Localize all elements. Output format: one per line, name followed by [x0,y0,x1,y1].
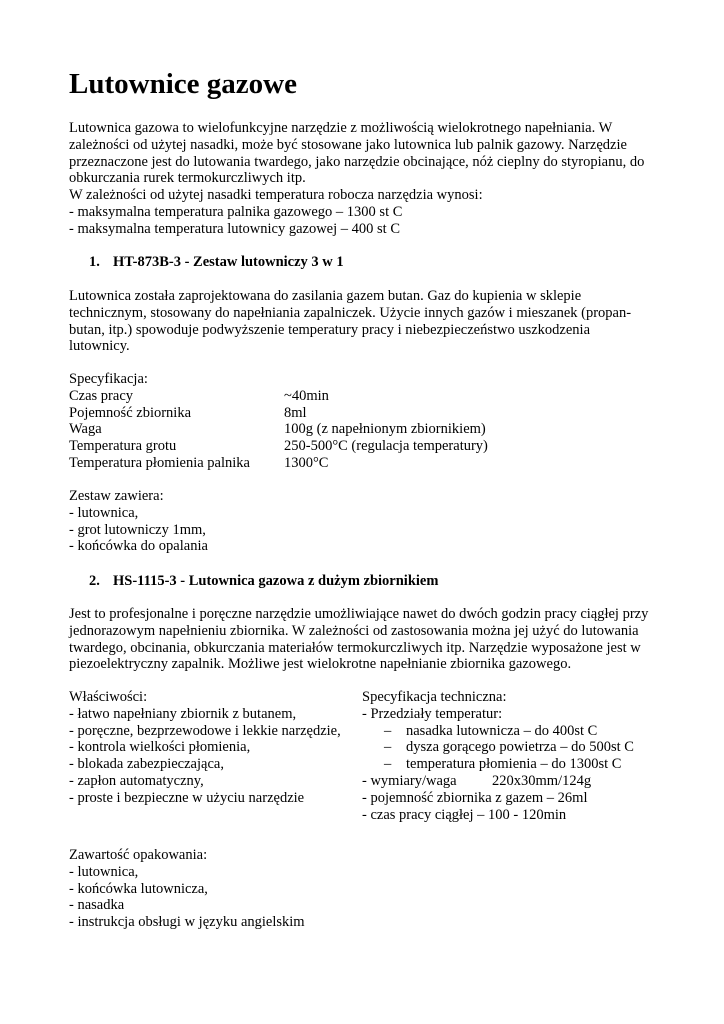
page-title: Lutownice gazowe [69,68,297,100]
desc-line: jednorazowym napełnieniu zbiornika. W zależności od zastosowania można jej użyć do lutowania [69,622,639,639]
intro-line: przeznaczone jest do lutowania twardego, jako narzędzie obcinające, nóż cieplny do styropianu, do [69,153,645,170]
dimensions-key: - wymiary/waga [362,772,457,789]
desc-line: technicznym, stosowany do napełniania zapalniczek. Użycie innych gazów i mieszanek (propan- [69,304,632,321]
spec-key: Waga [69,421,102,438]
desc-line: lutownicy. [69,338,130,355]
pkg-item: - nasadka [69,897,125,914]
package-contents [69,847,659,931]
prop-item: - zapłon automatyczny, [69,772,204,789]
spec-row [69,405,659,422]
desc-line: piezoelektryczny zapalnik. Możliwe jest wielokrotne napełnianie zbiornika gazowego. [69,656,572,673]
section-1-set [69,488,659,555]
props-title: Właściwości: [69,689,148,705]
spec-key: Czas pracy [69,387,134,404]
spec-value: 100g (z napełnionym zbiornikiem) [284,421,486,438]
prop-item: - poręczne, bezprzewodowe i lekkie narzędzie, [69,722,341,739]
intro-line: - maksymalna temperatura palnika gazowego – 1300 st C [69,203,403,220]
range-text: dysza gorącego powietrza – do 500st C [406,739,634,756]
desc-line: Lutownica została zaprojektowana do zasilania gazem butan. Gaz do kupienia w sklepie [69,288,582,304]
tech-spec-column [362,689,662,823]
pkg-item: - końcówka lutownicza, [69,880,208,897]
spec-row [69,388,659,405]
intro-line: obkurczania rurek termokurczliwych itp. [69,170,306,187]
capacity-line: - pojemność zbiornika z gazem – 26ml [362,789,588,806]
prop-item: - proste i bezpieczne w użyciu narzędzie [69,789,305,806]
set-item: - grot lutowniczy 1mm, [69,521,206,538]
pkg-item: - instrukcja obsługi w języku angielskim [69,914,305,931]
worktime-line: - czas pracy ciągłej – 100 - 120min [362,806,567,823]
dimensions-row [362,773,662,790]
dash-bullet: – [384,756,392,773]
intro-paragraph [69,120,659,238]
prop-item: - łatwo napełniany zbiornik z butanem, [69,705,297,722]
spec-key: Temperatura grotu [69,438,177,455]
range-item [362,756,662,773]
tech-title: Specyfikacja techniczna: [362,689,507,705]
dash-bullet: – [384,722,392,739]
spec-value: ~40min [284,387,329,404]
set-item: - lutownica, [69,504,139,521]
range-text: temperatura płomienia – do 1300st C [406,756,622,773]
prop-item: - blokada zabezpieczająca, [69,756,224,773]
section-number: 1. [89,254,100,270]
spec-row [69,455,659,472]
properties-column [69,689,369,807]
spec-key: Temperatura płomienia palnika [69,454,250,471]
section-2-heading [89,573,438,590]
dash-bullet: – [384,739,392,756]
desc-line: Jest to profesjonalne i poręczne narzędzie umożliwiające nawet do dwóch godzin pracy ciągłej przy [69,606,649,622]
spec-value: 1300°C [284,454,329,471]
set-item: - końcówka do opalania [69,538,208,555]
spec-row [69,421,659,438]
prop-item: - kontrola wielkości płomienia, [69,739,251,756]
set-title: Zestaw zawiera: [69,488,164,504]
intro-line: W zależności od użytej nasadki temperatura robocza narzędzia wynosi: [69,187,483,204]
spec-row [69,438,659,455]
section-title: HS-1115-3 - Lutownica gazowa z dużym zbiornikiem [113,573,439,589]
section-1-heading [89,254,344,271]
ranges-title: - Przedziały temperatur: [362,705,503,722]
intro-line: - maksymalna temperatura lutownicy gazowej – 400 st C [69,220,400,237]
range-item [362,723,662,740]
range-text: nasadka lutownicza – do 400st C [406,722,598,739]
intro-line: zależności od użytej nasadki, może być stosowane jako lutownica lub palnik gazowy. Narzędzie [69,136,627,153]
spec-key: Pojemność zbiornika [69,404,192,421]
spec-title: Specyfikacja: [69,371,148,387]
dimensions-value: 220x30mm/124g [492,772,592,789]
desc-line: twardego, obcinania, obkurczania materiałów termokurczliwych itp. Narzędzie wyposażone jest w [69,639,641,656]
section-number: 2. [89,573,100,589]
pkg-title: Zawartość opakowania: [69,847,208,863]
range-item [362,739,662,756]
section-title: HT-873B-3 - Zestaw lutowniczy 3 w 1 [113,254,344,270]
pkg-item: - lutownica, [69,863,139,880]
spec-value: 8ml [284,404,307,421]
section-1-description [69,288,659,355]
section-2-description [69,606,659,673]
spec-value: 250-500°C (regulacja temperatury) [284,438,488,455]
desc-line: butan, itp.) spowoduje podwyższenie temperatury pracy i niebezpieczeństwo uszkodzenia [69,321,591,338]
intro-line: Lutownica gazowa to wielofunkcyjne narzędzie z możliwością wielokrotnego napełniania. W [69,120,613,136]
section-1-spec [69,371,659,472]
